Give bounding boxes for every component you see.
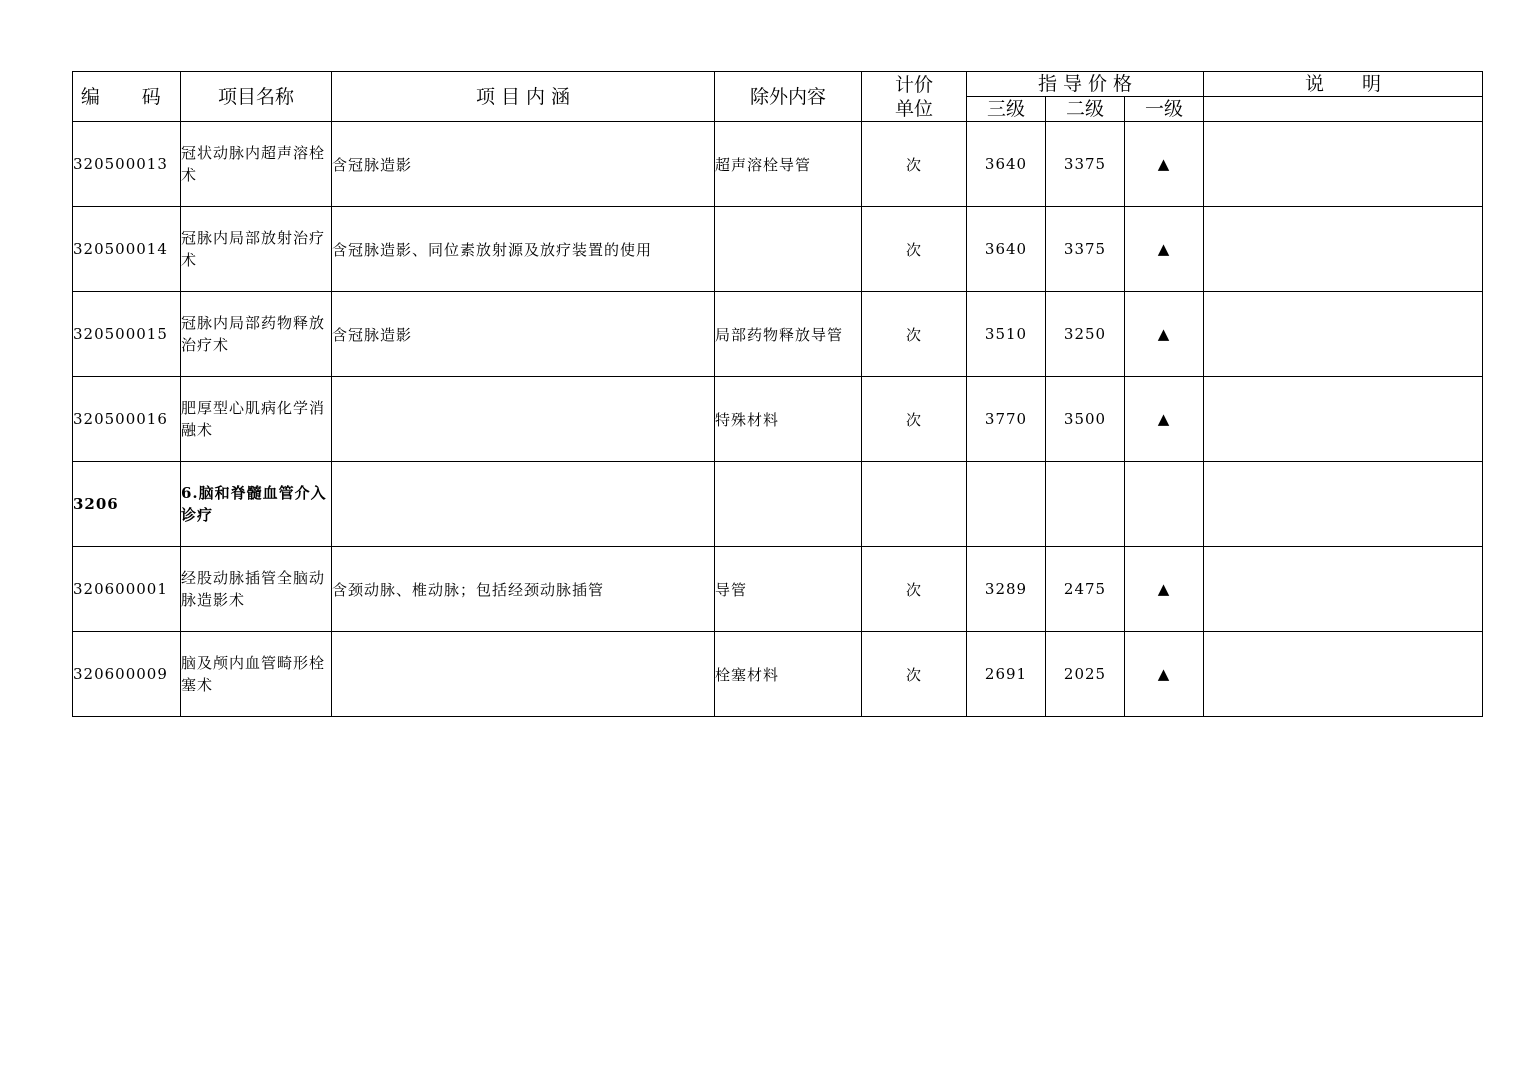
cell-item-name: 6.脑和脊髓血管介入诊疗	[181, 462, 332, 547]
cell-notes	[1204, 547, 1483, 632]
cell-item-name: 冠脉内局部药物释放治疗术	[181, 292, 332, 377]
cell-notes	[1204, 292, 1483, 377]
cell-exclusions: 特殊材料	[715, 377, 862, 462]
cell-exclusions: 导管	[715, 547, 862, 632]
table-body	[73, 122, 1483, 717]
cell-code: 320500016	[73, 377, 181, 462]
cell-price-level1: ▲	[1125, 292, 1204, 377]
header-item-content: 项 目 内 涵	[332, 72, 715, 122]
cell-price-level1	[1125, 462, 1204, 547]
cell-price-level1: ▲	[1125, 632, 1204, 717]
cell-notes	[1204, 632, 1483, 717]
cell-item-content	[332, 377, 715, 462]
cell-item-content: 含冠脉造影	[332, 292, 715, 377]
cell-exclusions	[715, 207, 862, 292]
table-row	[73, 292, 1483, 377]
cell-price-level2: 3500	[1046, 377, 1125, 462]
cell-item-content: 含冠脉造影、同位素放射源及放疗装置的使用	[332, 207, 715, 292]
cell-notes	[1204, 377, 1483, 462]
cell-code: 320500014	[73, 207, 181, 292]
cell-code: 320600001	[73, 547, 181, 632]
cell-price-level2: 3375	[1046, 207, 1125, 292]
cell-exclusions: 局部药物释放导管	[715, 292, 862, 377]
header-exclusions: 除外内容	[715, 72, 862, 122]
cell-price-level1: ▲	[1125, 122, 1204, 207]
header-code: 编 码	[73, 72, 181, 122]
header-pricing-unit-line2: 单位	[894, 97, 933, 120]
cell-exclusions	[715, 462, 862, 547]
cell-unit: 次	[862, 547, 967, 632]
cell-price-level2	[1046, 462, 1125, 547]
cell-price-level3: 2691	[967, 632, 1046, 717]
cell-price-level1: ▲	[1125, 377, 1204, 462]
cell-exclusions: 超声溶栓导管	[715, 122, 862, 207]
cell-unit: 次	[862, 377, 967, 462]
cell-unit	[862, 462, 967, 547]
header-item-name: 项目名称	[181, 72, 332, 122]
cell-price-level3: 3640	[967, 122, 1046, 207]
table-row	[73, 207, 1483, 292]
cell-code: 3206	[73, 462, 181, 547]
header-notes-sub	[1204, 97, 1483, 122]
cell-unit: 次	[862, 122, 967, 207]
price-guide-table	[72, 71, 1483, 717]
cell-unit: 次	[862, 292, 967, 377]
cell-price-level1: ▲	[1125, 207, 1204, 292]
cell-code: 320500013	[73, 122, 181, 207]
cell-notes	[1204, 207, 1483, 292]
cell-code: 320500015	[73, 292, 181, 377]
header-notes: 说 明	[1204, 72, 1483, 97]
header-pricing-unit-line1: 计价	[894, 73, 933, 96]
cell-item-content: 含冠脉造影	[332, 122, 715, 207]
cell-item-content	[332, 632, 715, 717]
cell-exclusions: 栓塞材料	[715, 632, 862, 717]
table-row	[73, 377, 1483, 462]
cell-item-name: 脑及颅内血管畸形栓塞术	[181, 632, 332, 717]
table-row	[73, 122, 1483, 207]
cell-code: 320600009	[73, 632, 181, 717]
cell-price-level3: 3640	[967, 207, 1046, 292]
cell-notes	[1204, 122, 1483, 207]
cell-price-level3	[967, 462, 1046, 547]
cell-item-content: 含颈动脉、椎动脉；包括经颈动脉插管	[332, 547, 715, 632]
cell-price-level2: 3375	[1046, 122, 1125, 207]
header-pricing-unit	[862, 72, 967, 122]
cell-item-name: 冠脉内局部放射治疗术	[181, 207, 332, 292]
cell-item-content	[332, 462, 715, 547]
cell-price-level3: 3289	[967, 547, 1046, 632]
cell-unit: 次	[862, 207, 967, 292]
header-level3: 三级	[967, 97, 1046, 122]
table-row	[73, 632, 1483, 717]
header-level1: 一级	[1125, 97, 1204, 122]
section-header-row	[73, 462, 1483, 547]
cell-price-level3: 3510	[967, 292, 1046, 377]
table-header	[73, 72, 1483, 122]
cell-notes	[1204, 462, 1483, 547]
cell-price-level3: 3770	[967, 377, 1046, 462]
table-row	[73, 547, 1483, 632]
cell-price-level2: 2025	[1046, 632, 1125, 717]
cell-item-name: 经股动脉插管全脑动脉造影术	[181, 547, 332, 632]
cell-price-level1: ▲	[1125, 547, 1204, 632]
header-guide-price: 指 导 价 格	[967, 72, 1204, 97]
cell-price-level2: 3250	[1046, 292, 1125, 377]
cell-unit: 次	[862, 632, 967, 717]
header-level2: 二级	[1046, 97, 1125, 122]
cell-price-level2: 2475	[1046, 547, 1125, 632]
cell-item-name: 冠状动脉内超声溶栓术	[181, 122, 332, 207]
cell-item-name: 肥厚型心肌病化学消融术	[181, 377, 332, 462]
